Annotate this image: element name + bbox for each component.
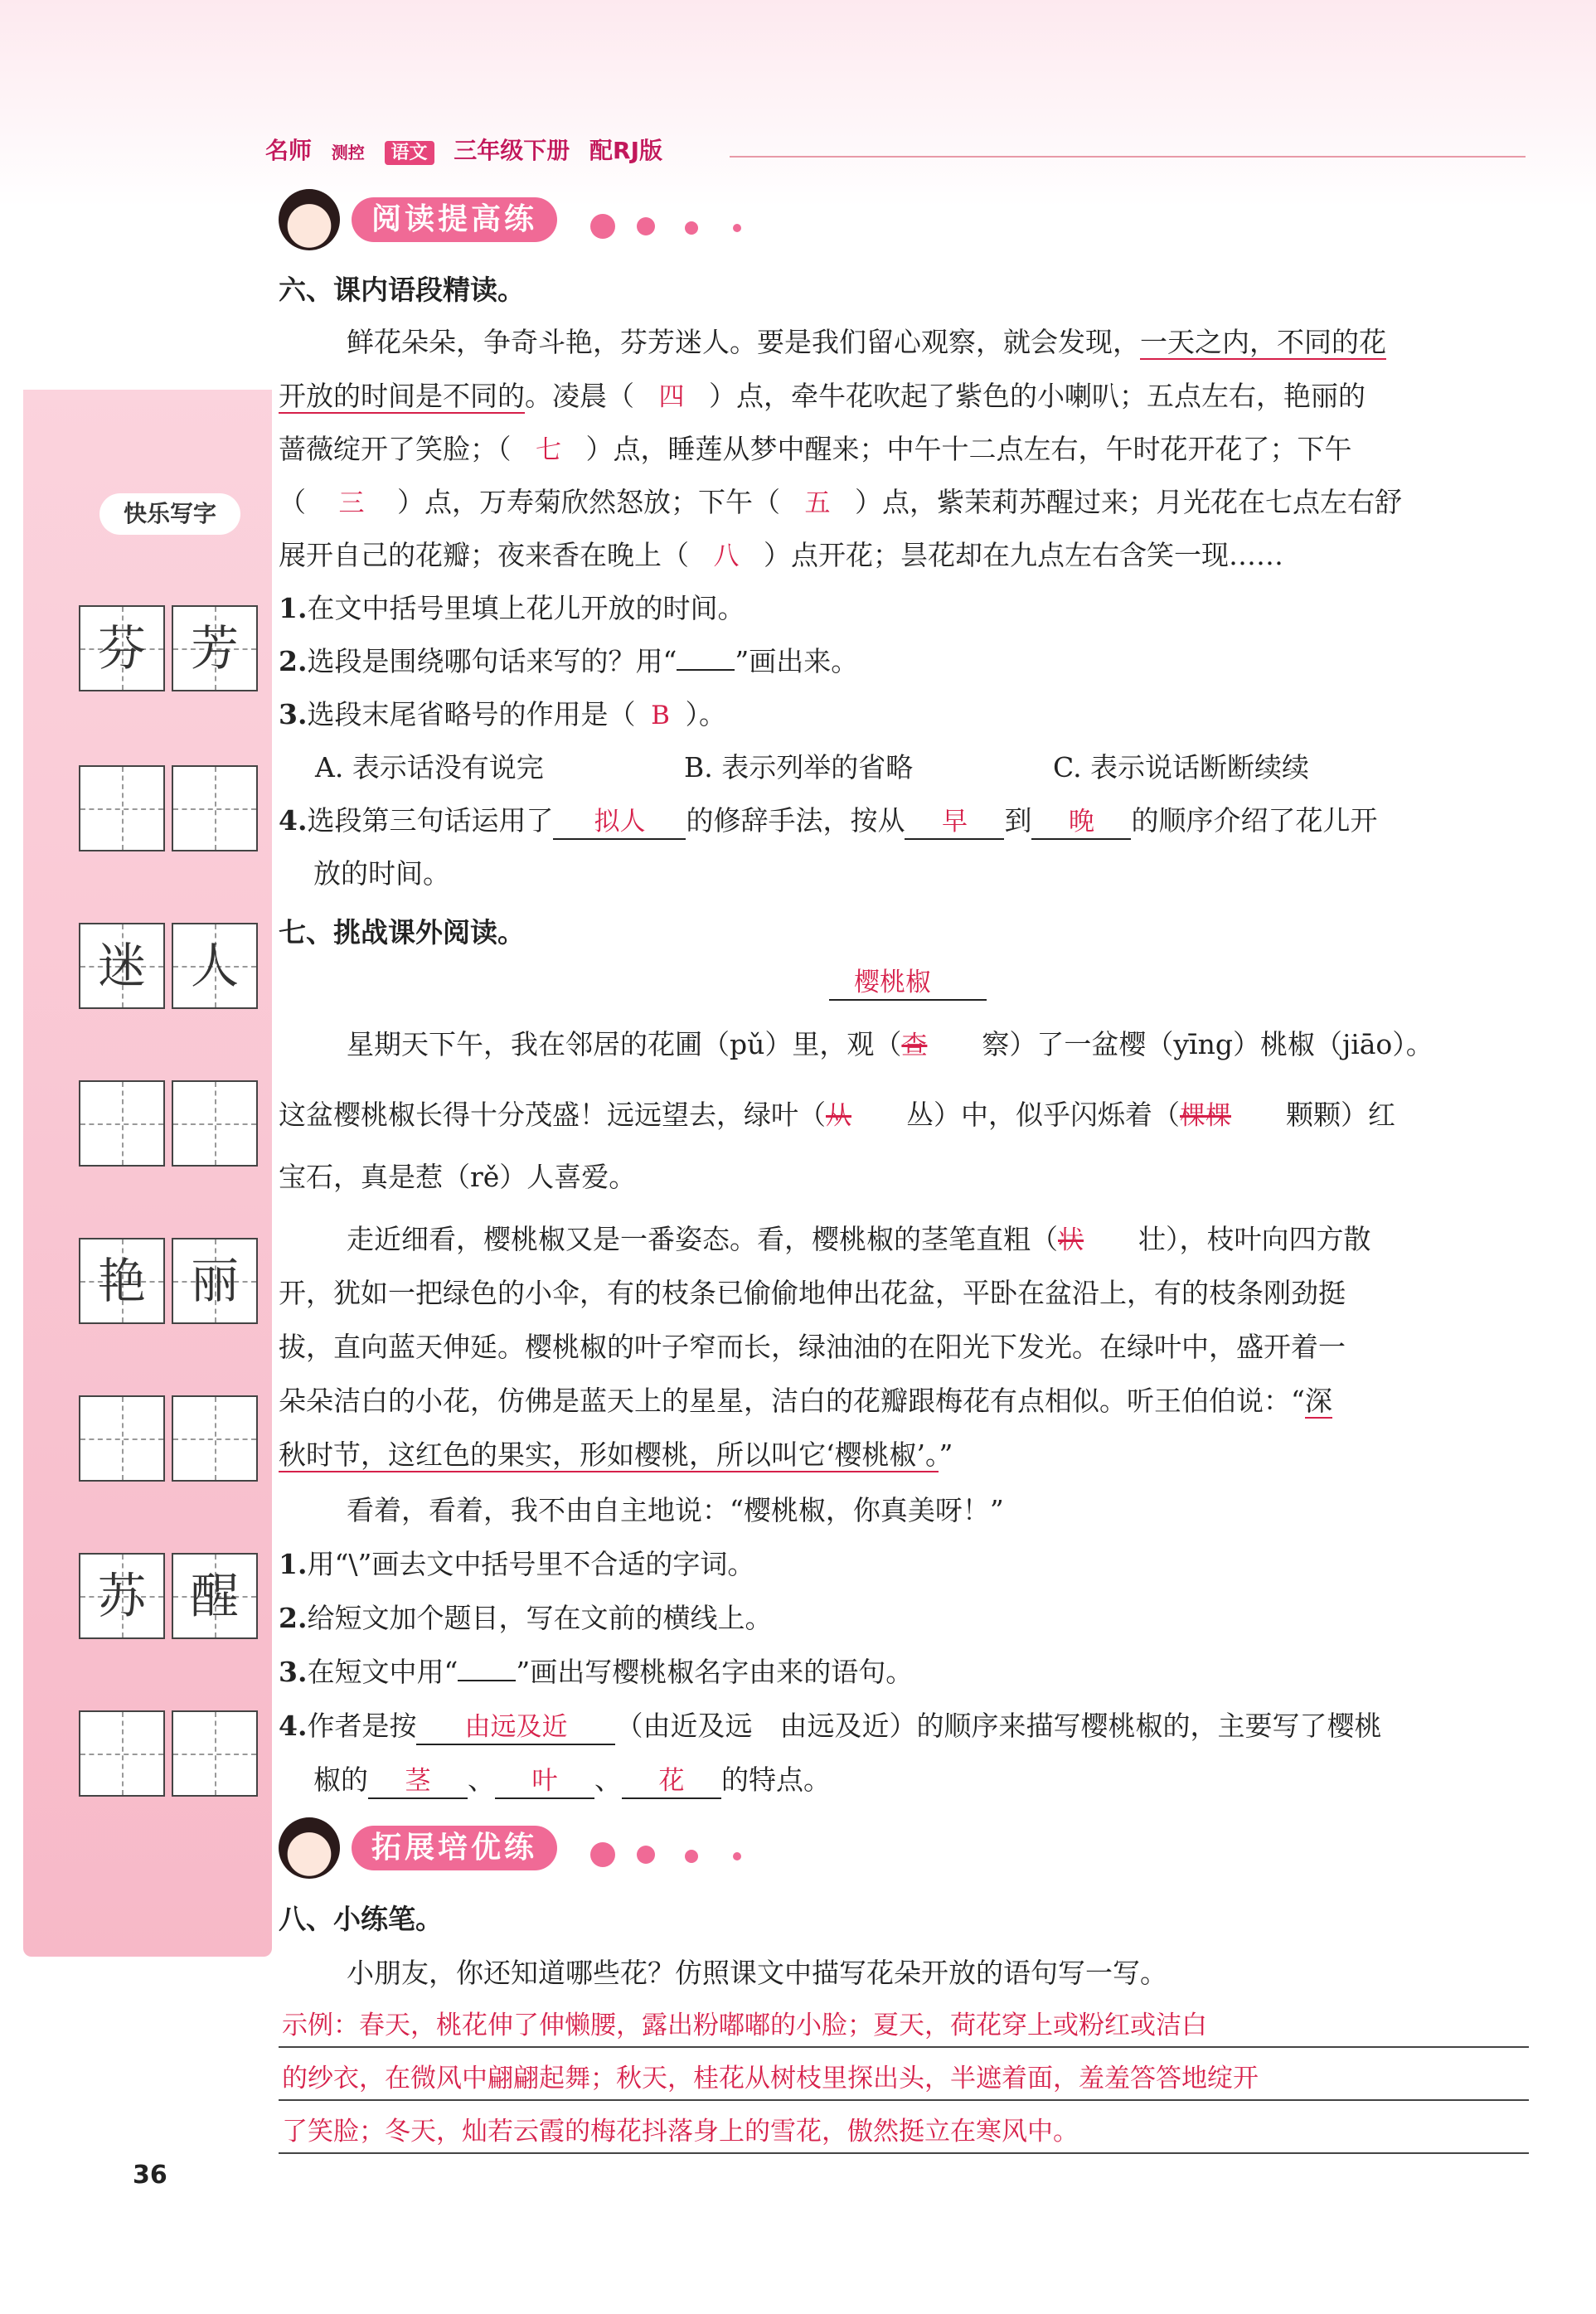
writing-grid-cell — [172, 605, 258, 691]
q7-line9: 看着，看着，我不由自主地说：“樱桃椒，你真美呀！” — [347, 1494, 1004, 1526]
q7-line3: 宝石，真是惹（rě）人喜爱。 — [279, 1161, 637, 1193]
writing-grid-cell — [172, 1238, 258, 1324]
grid-char: 芳 — [190, 620, 239, 677]
page-number: 36 — [133, 2161, 167, 2190]
q6-option-b: B. 表示列举的省略 — [684, 751, 914, 783]
q6-line2: 开放的时间是不同的。凌晨（ 四 ）点，牵牛花吹起了紫色的小喇叭；五点左右，艳丽的 — [279, 380, 1366, 412]
q6-line1: 鲜花朵朵，争奇斗艳，芬芳迷人。要是我们留心观察，就会发现，一天之内，不同的花 — [347, 326, 1386, 358]
q6-heading: 六、课内语段精读。 — [279, 274, 525, 306]
q7-title-answer: 樱桃椒 — [854, 968, 931, 997]
writing-grid-cell — [79, 923, 165, 1009]
writing-grid-cell — [172, 1553, 258, 1639]
header-background — [0, 0, 1596, 207]
grid-char — [173, 1397, 256, 1480]
girl-face-icon — [279, 189, 340, 250]
brand: 名师 — [265, 137, 313, 164]
q6-item1: 1.在文中括号里填上花儿开放的时间。 — [279, 592, 745, 624]
q7-item1: 1.用“\”画去文中括号里不合适的字词。 — [279, 1548, 755, 1580]
q6-item4-cont: 放的时间。 — [313, 857, 450, 890]
q7-line5: 开，犹如一把绿色的小伞，有的枝条已偷偷地伸出花盆，平卧在盆沿上，有的枝条刚劲挺 — [279, 1277, 1346, 1309]
q6-line5: 展开自己的花瓣；夜来香在晚上（ 八 ）点开花；昙花却在九点左右含笑一现…… — [279, 539, 1283, 571]
writing-grid-cell — [79, 765, 165, 851]
decor-dot-icon — [590, 214, 615, 239]
writing-grid-cell — [172, 765, 258, 851]
q7-line7: 朵朵洁白的小花，仿佛是蓝天上的星星，洁白的花瓣跟梅花有点相似。听王伯伯说：“深 — [279, 1385, 1332, 1417]
q7-title-line — [829, 999, 987, 1001]
answer-rule — [279, 2152, 1529, 2154]
decor-dot-icon — [733, 1852, 741, 1860]
edition: 配RJ版 — [589, 137, 663, 164]
section-title-reading: 阅读提高练 — [352, 197, 557, 242]
answer-rule — [279, 2046, 1529, 2048]
writing-grid-cell — [172, 923, 258, 1009]
q8-answer-line1: 示例：春天，桃花伸了伸懒腰，露出粉嘟嘟的小脸；夏天，荷花穿上或粉红或洁白 — [282, 2011, 1207, 2040]
q7-line4: 走近细看，樱桃椒又是一番姿态。看，樱桃椒的茎笔直粗（状 壮），枝叶向四方散 — [347, 1223, 1371, 1255]
q6-option-a: A. 表示话没有说完 — [315, 751, 544, 783]
q6-item3: 3.选段末尾省略号的作用是（ B ）。 — [279, 698, 726, 730]
grid-char: 艳 — [97, 1253, 146, 1309]
decor-dot-icon — [637, 1846, 655, 1864]
q8-prompt: 小朋友，你还知道哪些花？仿照课文中描写花朵开放的语句写一写。 — [347, 1957, 1167, 1989]
grid-char: 醒 — [190, 1568, 239, 1624]
q8-answer-line3: 了笑脸；冬天，灿若云霞的梅花抖落身上的雪花，傲然挺立在寒风中。 — [282, 2117, 1079, 2147]
grid-char: 人 — [190, 938, 239, 994]
decor-dot-icon — [637, 217, 655, 235]
header-title — [265, 133, 674, 166]
q7-line1: 星期天下午，我在邻居的花圃（pǔ）里，观（查 察）了一盆樱（yīng）桃椒（jiāo）。 — [347, 1028, 1433, 1060]
grid-char: 丽 — [190, 1253, 239, 1309]
grid-char — [173, 767, 256, 850]
grid-char: 芬 — [97, 620, 146, 677]
q6-option-c: C. 表示说话断断续续 — [1053, 751, 1310, 783]
grid-char — [173, 1712, 256, 1795]
q7-line6: 拔，直向蓝天伸延。樱桃椒的叶子窄而长，绿油油的在阳光下发光。在绿叶中，盛开着一 — [279, 1331, 1346, 1363]
subject-badge: 语文 — [385, 141, 434, 165]
girl-face-icon — [279, 1817, 340, 1879]
grid-char — [173, 1082, 256, 1165]
decor-dot-icon — [733, 224, 741, 232]
q7-heading: 七、挑战课外阅读。 — [279, 916, 525, 948]
writing-grid-cell — [172, 1080, 258, 1167]
decor-dot-icon — [685, 1850, 698, 1863]
decor-dot-icon — [685, 221, 698, 235]
q7-item3: 3.在短文中用“ ”画出写樱桃椒名字由来的语句。 — [279, 1656, 914, 1688]
q6-line4: （ 三 ）点，万寿菊欣然怒放；下午（ 五 ）点，紫茉莉苏醒过来；月光花在七点左右舒 — [279, 486, 1402, 518]
q8-heading: 八、小练笔。 — [279, 1903, 443, 1935]
grid-char — [80, 1082, 163, 1165]
writing-grid-cell — [79, 1395, 165, 1482]
q7-item4: 4.作者是按 由远及近 （由近及远 由远及近）的顺序来描写樱桃椒的，主要写了樱桃 — [279, 1710, 1381, 1745]
q6-line3: 蔷薇绽开了笑脸；（ 七 ）点，睡莲从梦中醒来；中午十二点左右，午时花开花了；下午 — [279, 433, 1352, 465]
grid-char — [80, 1712, 163, 1795]
q6-item2: 2.选段是围绕哪句话来写的？用“ ”画出来。 — [279, 645, 859, 677]
q7-line8: 秋时节，这红色的果实，形如樱桃，所以叫它‘樱桃椒’。” — [279, 1438, 953, 1471]
q7-item2: 2.给短文加个题目，写在文前的横线上。 — [279, 1602, 773, 1634]
q8-answer-line2: 的纱衣，在微风中翩翩起舞；秋天，桂花从树枝里探出头，半遮着面，羞羞答答地绽开 — [282, 2064, 1259, 2093]
decor-dot-icon — [590, 1842, 615, 1867]
writing-grid-cell — [172, 1395, 258, 1482]
writing-grid-cell — [79, 1710, 165, 1797]
q7-item4-cont: 椒的 茎 、 叶 、 花 的特点。 — [313, 1763, 831, 1799]
grid-char: 迷 — [97, 938, 146, 994]
writing-grid-cell — [79, 1238, 165, 1324]
grade: 三年级下册 — [454, 137, 570, 164]
writing-grid-cell — [172, 1710, 258, 1797]
section-title-extend: 拓展培优练 — [352, 1826, 557, 1870]
brand-sub: 测控 — [331, 143, 365, 163]
sidebar-title: 快乐写字 — [99, 493, 240, 535]
q6-item4: 4.选段第三句话运用了 拟人 的修辞手法，按从 早 到 晚 的顺序介绍了花儿开 — [279, 804, 1377, 840]
grid-char: 苏 — [97, 1568, 146, 1624]
grid-char — [80, 767, 163, 850]
writing-grid-cell — [79, 1080, 165, 1167]
answer-rule — [279, 2099, 1529, 2101]
writing-grid-cell — [79, 1553, 165, 1639]
q7-line2: 这盆樱桃椒长得十分茂盛！远远望去，绿叶（从 丛）中，似乎闪烁着（棵棵 颗颗）红 — [279, 1099, 1395, 1131]
header-rule — [730, 156, 1526, 158]
grid-char — [80, 1397, 163, 1480]
section-badge-extend — [279, 1817, 627, 1879]
writing-grid-cell — [79, 605, 165, 691]
section-badge-reading — [279, 189, 627, 250]
